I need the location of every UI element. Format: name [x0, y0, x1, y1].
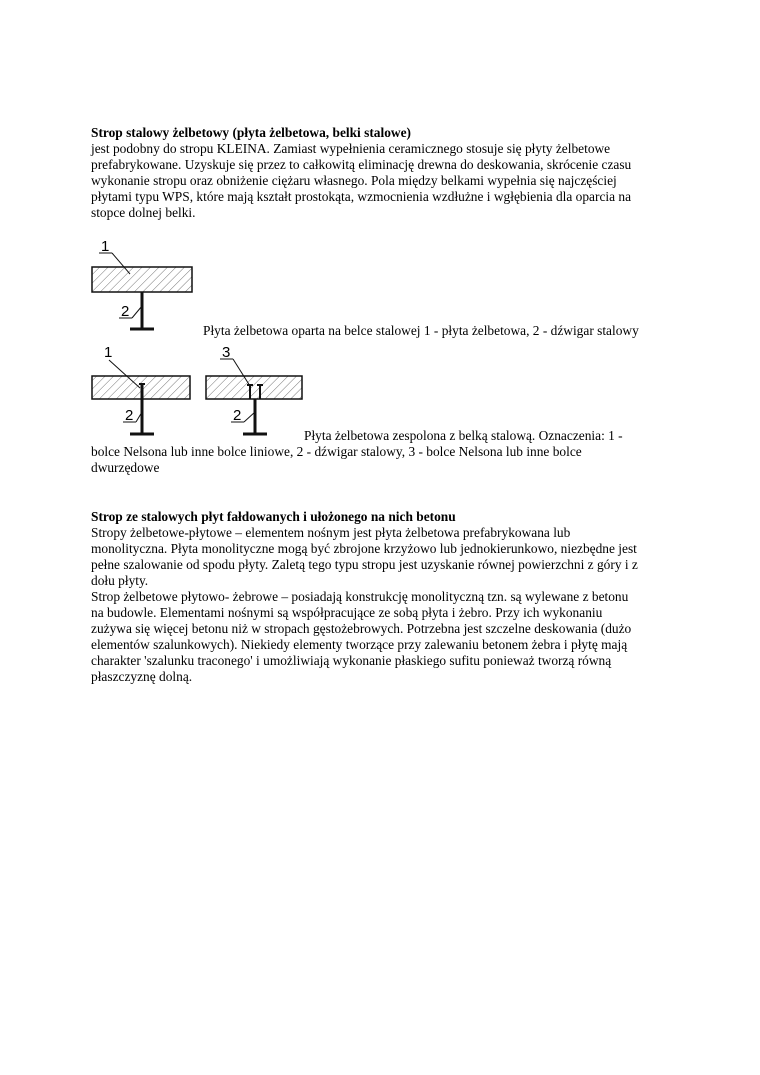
- section2-p2-line-6: płaszczyznę dolną.: [91, 669, 193, 684]
- composite-slab-figure-right: [203, 342, 313, 442]
- section2-heading: Strop ze stalowych płyt fałdowanych i ułożonego na nich betonu: [91, 509, 456, 524]
- section1-line-3: wykonanie stropu oraz obniżenie ciężaru własnego. Pola między belkami wypełnia się najczęściej: [91, 173, 617, 188]
- section2-p1-line-2: monolityczna. Płyta monolityczne mogą być zbrojone krzyżowo lub jednokierunkowo, niezbędne jest: [91, 541, 637, 556]
- figure2-caption-line-1: Płyta żelbetowa zespolona z belką stalową. Oznaczenia: 1 -: [304, 428, 623, 443]
- section1-line-5: stopce dolnej belki.: [91, 205, 196, 220]
- label-1: 1: [101, 238, 110, 255]
- section1-line-4: płytami typu WPS, które mają kształt prostokąta, wzmocnienia wzdłużne i wgłębienia dla oparcia na: [91, 189, 632, 204]
- composite-slab-figure-left: [88, 342, 198, 442]
- label-1: 1: [104, 344, 113, 361]
- section1-heading: Strop stalowy żelbetowy (płyta żelbetowa, belki stalowe): [91, 125, 411, 140]
- slab-on-beam-figure: [88, 236, 198, 336]
- section2-p2-line-2: na budowle. Elementami nośnymi są współpracujące ze sobą płyta i żebro. Przy ich wykonaniu: [91, 605, 603, 620]
- label-2: 2: [125, 407, 134, 424]
- figure1-caption: Płyta żelbetowa oparta na belce stalowej 1 - płyta żelbetowa, 2 - dźwigar stalowy: [203, 323, 639, 338]
- section2-p2-line-4: elementów szalunkowych). Niekiedy elementy tworzące przy zalewaniu betonem żebra i płytę mają: [91, 637, 628, 652]
- section2-p1-line-1: Stropy żelbetowe-płytowe – elementem nośnym jest płyta żelbetowa prefabrykowana lub: [91, 525, 571, 540]
- leader-line-2: [244, 412, 255, 422]
- figure2-caption-line-3: dwurzędowe: [91, 460, 160, 475]
- section2-p1-line-4: dołu płyty.: [91, 573, 149, 588]
- label-3: 3: [222, 344, 231, 361]
- section1-line-1: jest podobny do stropu KLEINA. Zamiast wypełnienia ceramicznego stosuje się płyty żelbetowe: [91, 141, 611, 156]
- concrete-slab: [92, 267, 192, 292]
- figure2-caption-line-2: bolce Nelsona lub inne bolce liniowe, 2 - dźwigar stalowy, 3 - bolce Nelsona lub inne bolce: [91, 444, 582, 459]
- label-2: 2: [121, 303, 130, 320]
- concrete-slab: [206, 376, 302, 399]
- label-2: 2: [233, 407, 242, 424]
- section1-line-2: prefabrykowane. Uzyskuje się przez to całkowitą eliminację drewna do deskowania, skrócenie czasu: [91, 157, 632, 172]
- section2-p2-line-3: zużywa się więcej betonu niż w stropach gęstożebrowych. Potrzebna jest szczelne deskowania (dużo: [91, 621, 632, 636]
- section2-p2-line-1: Strop żelbetowe płytowo- żebrowe – posiadają konstrukcję monolityczną tzn. są wylewane z betonu: [91, 589, 629, 604]
- section2-p1-line-3: pełne szalowanie od spodu płyty. Zaletą tego typu stropu jest uzyskanie równej powierzchni z góry i z: [91, 557, 638, 572]
- section2-p2-line-5: charakter 'szalunku traconego' i umożliwiają wykonanie płaskiego sufitu ponieważ tworzą równą: [91, 653, 612, 668]
